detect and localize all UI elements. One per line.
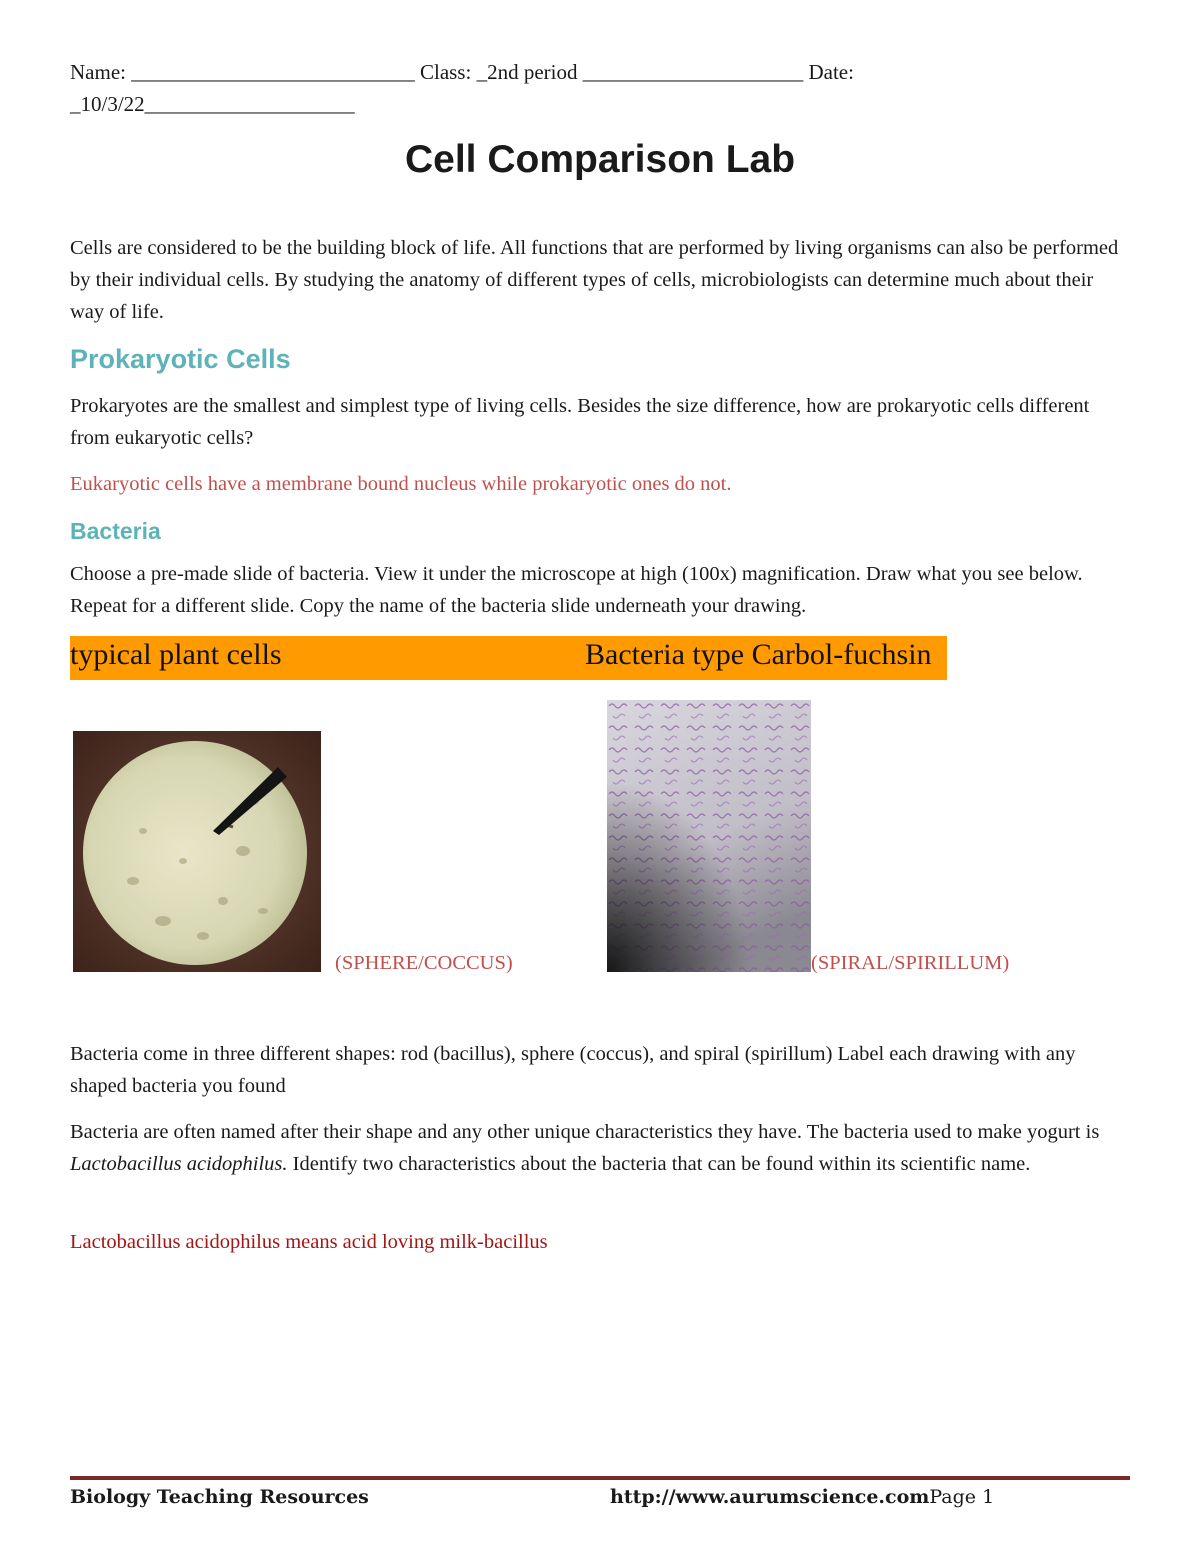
caption-left: (SPHERE/COCCUS): [335, 952, 513, 974]
slide-name-banner: [70, 636, 947, 680]
footer-divider: [70, 1476, 1130, 1480]
scientific-name: Lactobacillus acidophilus.: [70, 1153, 288, 1175]
page-title: Cell Comparison Lab: [404, 138, 796, 181]
header-line-1: Name: ___________________________ Class: _2nd period _____________________ Date:: [70, 60, 854, 84]
naming-paragraph: [70, 1116, 1130, 1180]
bacteria-heading: Bacteria: [70, 518, 161, 544]
prokaryotic-heading: Prokaryotic Cells: [70, 344, 291, 374]
intro-paragraph: Cells are considered to be the building block of life. All functions that are performed by living organisms can also be performed by their individual cells. By studying the anatomy of different types of cells, microbiologists can determine much about their way of life.: [70, 237, 1119, 323]
prokaryotic-answer: Eukaryotic cells have a membrane bound nucleus while prokaryotic ones do not.: [70, 473, 732, 495]
naming-answer: Lactobacillus acidophilus means acid loving milk-bacillus: [70, 1231, 548, 1253]
footer-url[interactable]: http://www.aurumscience.com: [610, 1486, 930, 1508]
footer-right: [610, 1486, 994, 1508]
banner-right-label: Bacteria type Carbol-fuchsin: [585, 638, 932, 671]
shapes-paragraph: Bacteria come in three different shapes: rod (bacillus), sphere (coccus), and spiral (spirillum) Label each drawing with any shaped bacteria you found: [70, 1043, 1076, 1097]
header-line-2: _10/3/22____________________: [70, 92, 355, 116]
footer-source: Biology Teaching Resources: [70, 1486, 369, 1508]
footer-page-number: Page 1: [929, 1486, 995, 1508]
caption-right: (SPIRAL/SPIRILLUM): [811, 952, 1010, 974]
microscope-photo-plant-cells: [73, 731, 321, 972]
prokaryotic-question: Prokaryotes are the smallest and simplest type of living cells. Besides the size difference, how are prokaryotic cells different from eukaryotic cells?: [70, 395, 1090, 449]
naming-text-end: Identify two characteristics about the bacteria that can be found within its scientific name.: [287, 1153, 1031, 1175]
microscope-photo-spirillum: [607, 700, 811, 972]
banner-left-label: typical plant cells: [70, 638, 282, 671]
footer-left: [70, 1486, 369, 1508]
bacteria-instructions: Choose a pre-made slide of bacteria. View it under the microscope at high (100x) magnification. Draw what you see below. Repeat for a different slide. Copy the name of the bacteria slide underneath your drawing.: [70, 563, 1083, 617]
naming-text-start: Bacteria are often named after their shape and any other unique characteristics they have. The bacteria used to make yogurt is: [70, 1121, 1100, 1143]
